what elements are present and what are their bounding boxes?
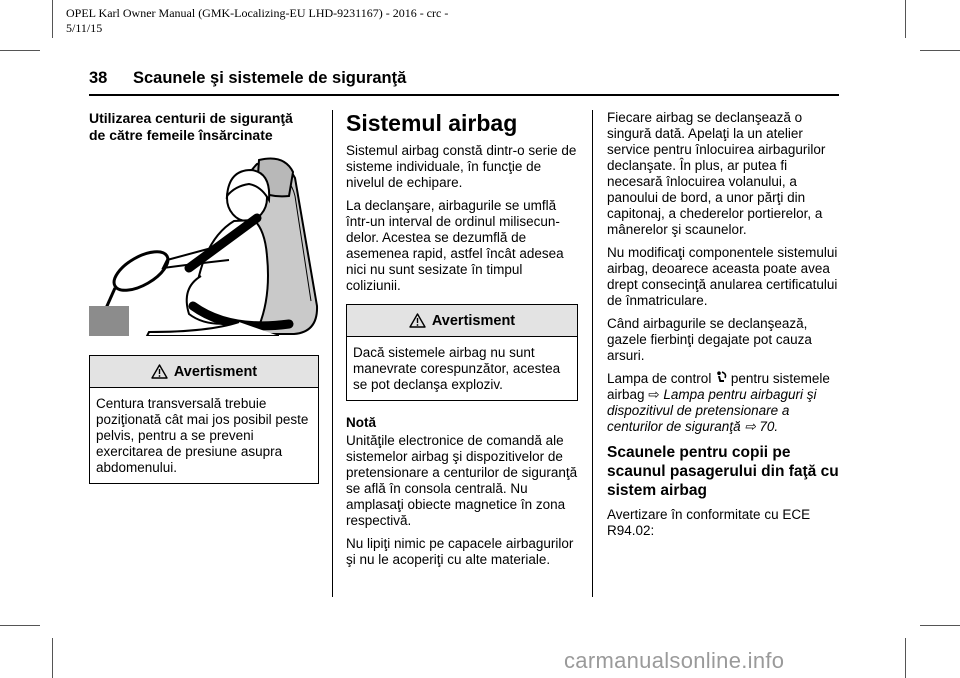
column-1: [89, 110, 319, 484]
page-number: 38: [89, 69, 108, 87]
lamp-text: pentru sistemele airbag: [607, 371, 830, 402]
paragraph: Nu modificaţi componentele sistemului airbag, deoarece aceasta poate avea drept consecinţă anularea certificatului de înmatriculare.: [607, 245, 838, 308]
heading-line: Utilizarea centurii de siguranţă: [89, 110, 293, 126]
crop-mark: [905, 638, 906, 678]
section-title: Scaunele şi sistemele de siguranţă: [133, 69, 407, 87]
lamp-reference-link[interactable]: Lampa pentru airbaguri şi dispozitivul de pretensionare a centurilor de siguranţă: [607, 387, 817, 434]
warning-title: Avertisment: [431, 312, 516, 329]
crop-mark: [905, 0, 906, 38]
warning-box: [89, 355, 319, 484]
pregnancy-heading: [89, 110, 319, 144]
subsection-heading: Scaunele pentru copii pe scaunul pasagerului din faţă cu sistem airbag: [607, 444, 839, 499]
warning-text: Centura transversală trebuie poziţionată cât mai jos posibil peste pelvis, pentru a se preveni exercitarea de presiune asupra abdomenului.: [96, 396, 309, 475]
crop-mark: [920, 625, 960, 626]
column-2: [346, 110, 578, 575]
pregnant-woman-seatbelt-illustration: [89, 156, 319, 336]
warning-triangle-icon: [409, 313, 426, 328]
meta-line-2: 5/11/15: [66, 21, 103, 35]
note-text: Unităţile electronice de comandă ale sistemelor airbag şi dispozitivelor de pretensionare a centurilor de siguranţă se află în consola centrală. Nu amplasaţi obiecte magnetice în zona respectivă.: [346, 433, 578, 528]
crop-mark: [0, 50, 40, 51]
warning-triangle-icon: [151, 364, 168, 379]
watermark: carmanualsonline.info: [564, 648, 785, 673]
warning-header: [347, 305, 577, 337]
warning-header: [90, 356, 318, 388]
paragraph: Când airbagurile se declanşează, gazele fierbinţi degajate pot cauza arsuri.: [607, 316, 812, 363]
column-3: [607, 110, 839, 546]
paragraph: La declanşare, airbagurile se umflă într-un interval de ordinul milisecundelor. Acestea se dezumflă de asemenea rapid, astfel încât adesea nici nu sunt sesizate în timpul coliziunii.: [346, 198, 564, 293]
crop-mark: [0, 625, 40, 626]
crop-mark: [52, 638, 53, 678]
header-rule: [89, 94, 839, 96]
meta-line-1: OPEL Karl Owner Manual (GMK-Localizing-EU LHD-9231167) - 2016 - crc -: [66, 6, 449, 20]
page-header: [89, 68, 839, 88]
paragraph: Fiecare airbag se declanşează o singură dată. Apelaţi la un atelier service pentru înlocuirea airbagurilor declanşate. În plus, ar putea fi necesară înlocuirea volanului, a panoului de bord, a unor părţi din capitonaj, a chederelor portierelor, a mânerelor şi scaunelor.: [607, 110, 826, 237]
paragraph: Avertizare în conformitate cu ECE R94.02:: [607, 507, 811, 538]
warning-box: [346, 304, 578, 401]
crop-mark: [920, 50, 960, 51]
lamp-paragraph: [607, 371, 839, 435]
document-meta: [66, 6, 536, 36]
column-divider: [332, 110, 333, 597]
section-heading: Sistemul airbag: [346, 110, 518, 136]
airbag-warning-icon: [715, 371, 727, 385]
warning-text: Dacă sistemele airbag nu sunt manevrate corespunzător, acestea se pot declanşa exploziv.: [353, 345, 561, 392]
page-reference[interactable]: ⇨ 70.: [744, 419, 779, 434]
paragraph: Nu lipiţi nimic pe capacele airbagurilor şi nu le acoperiţi cu alte materiale.: [346, 536, 574, 567]
heading-line: de către femeile însărcinate: [89, 127, 273, 143]
reference-arrow: ⇨: [648, 387, 660, 402]
lamp-text: Lampa de control: [607, 371, 712, 386]
note-label: Notă: [346, 415, 376, 430]
column-divider: [592, 110, 593, 597]
warning-title: Avertisment: [173, 363, 258, 380]
paragraph: Sistemul airbag constă dintr-o serie de sisteme individuale, în funcţie de nivelul de echipare.: [346, 143, 577, 190]
crop-mark: [52, 0, 53, 38]
